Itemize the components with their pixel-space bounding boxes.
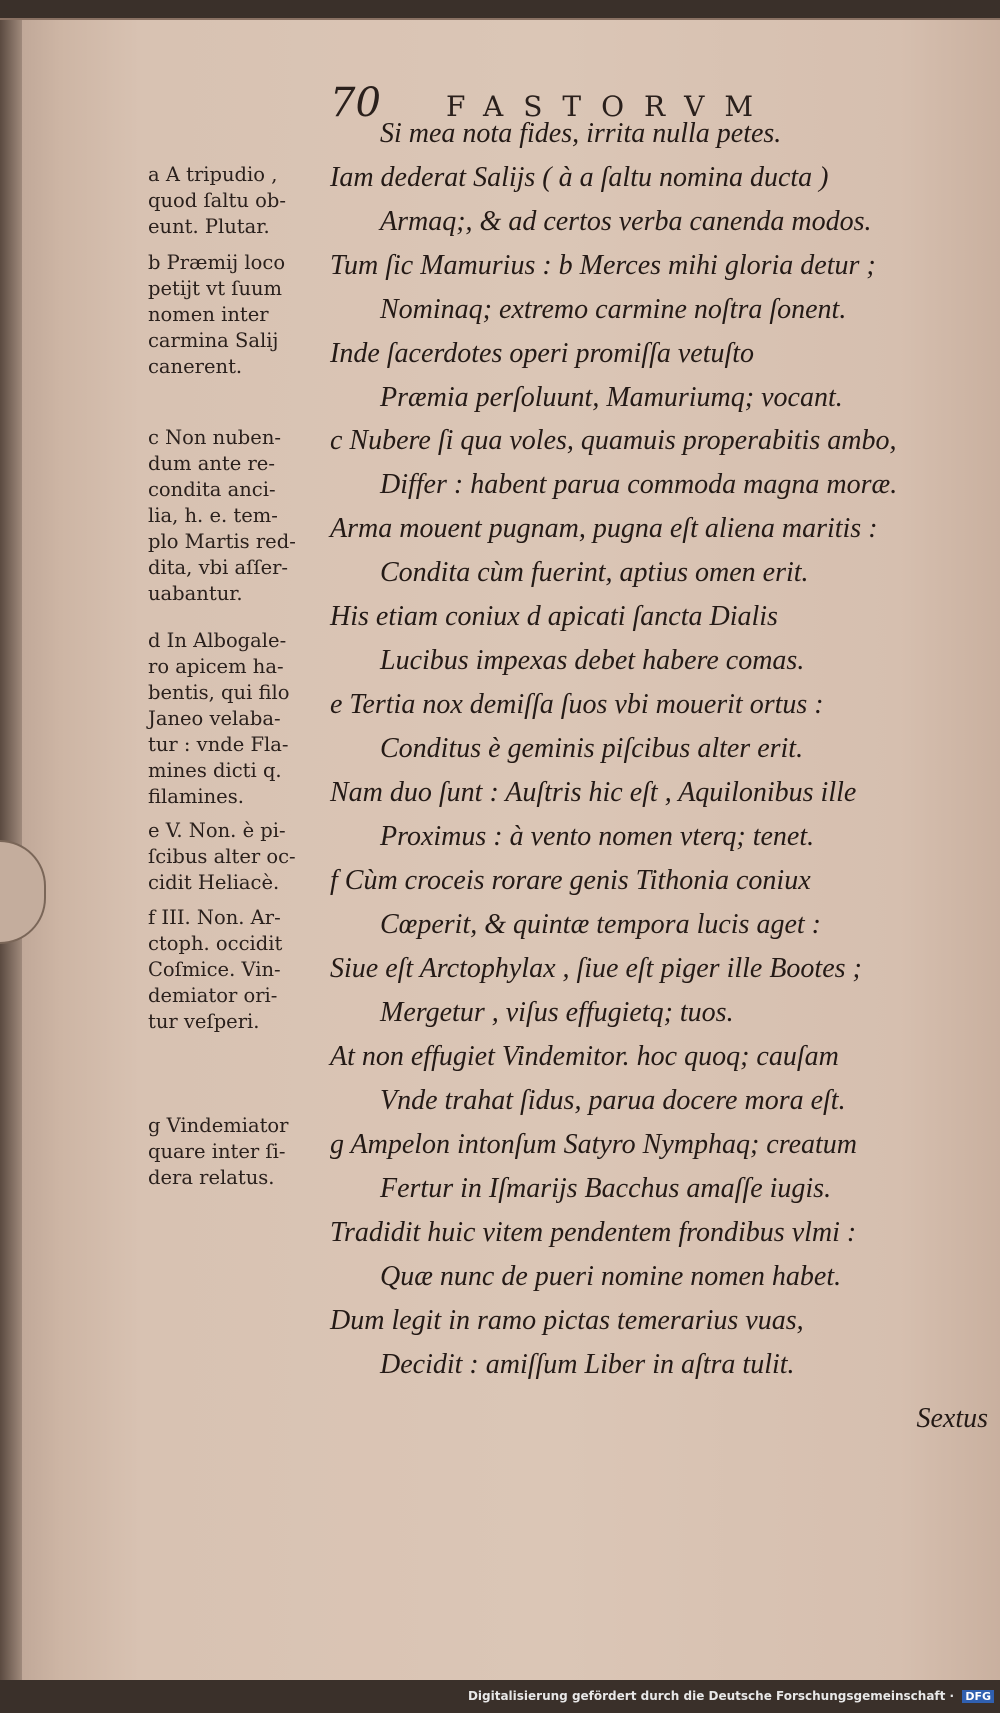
verse-line: Mergetur , viſus effugietq; tuos. <box>380 997 734 1028</box>
verse-line: c Nubere ſi qua voles, quamuis properabitis ambo, <box>330 425 897 456</box>
dfg-logo: DFG <box>962 1690 994 1703</box>
verse-line: Præmia perſoluunt, Mamuriumq; vocant. <box>380 382 843 413</box>
verse-line: At non effugiet Vindemitor. hoc quoq; cauſam <box>330 1041 839 1072</box>
verse-line: Armaq;, & ad certos verba canenda modos. <box>380 206 872 237</box>
verse-line: Dum legit in ramo pictas temerarius vuas, <box>330 1305 804 1336</box>
verse-line: Iam dederat Salijs ( à a ſaltu nomina ducta ) <box>330 162 829 193</box>
verse-line: Lucibus impexas debet habere comas. <box>380 645 805 676</box>
credit-text: Digitalisierung gefördert durch die Deutsche Forschungsgemeinschaft · <box>467 1689 955 1703</box>
book-page <box>0 18 1000 1680</box>
verse-line: f Cùm croceis rorare genis Tithonia coniux <box>330 865 811 896</box>
verse-line: Vnde trahat ſidus, parua docere mora eſt. <box>380 1085 846 1116</box>
verse-line: Arma mouent pugnam, pugna eſt aliena maritis : <box>330 513 878 544</box>
verse-line: Conditus è geminis piſcibus alter erit. <box>380 733 804 764</box>
verse-line: Quæ nunc de pueri nomine nomen habet. <box>380 1261 842 1292</box>
marginal-note: d In Albogale- ro apicem ha- bentis, qui filo Janeo velaba- tur : vnde Fla- mines dicti q. filamines. <box>148 629 290 808</box>
marginal-note: f III. Non. Ar- ctoph. occidit Coſmice. Vin- demiator ori- tur veſperi. <box>148 906 283 1033</box>
verse-line: Nominaq; extremo carmine noſtra ſonent. <box>380 294 847 325</box>
marginal-note: e V. Non. è pi- ſcibus alter oc- cidit Heliacè. <box>148 819 296 894</box>
verse-line: g Ampelon intonſum Satyro Nymphaq; creatum <box>330 1129 858 1160</box>
verse-line: Inde ſacerdotes operi promiſſa vetuſto <box>330 338 755 369</box>
verse-line: Condita cùm fuerint, aptius omen erit. <box>380 557 809 588</box>
marginal-note: a A tripudio , quod ſaltu ob- eunt. Plutar. <box>148 163 286 238</box>
verse-line: Tum ſic Mamurius : b Merces mihi gloria detur ; <box>330 250 876 281</box>
catchword: Sextus <box>916 1403 988 1434</box>
marginal-note: c Non nuben- dum ante re- condita anci- lia, h. e. tem- plo Martis red- dita, vbi aſſer- uabantur. <box>148 426 296 605</box>
marginal-note: b Præmij loco petijt vt ſuum nomen inter carmina Salij canerent. <box>148 251 286 378</box>
verse-line: Nam duo ſunt : Auſtris hic eſt , Aquilonibus ille <box>330 777 857 808</box>
verse-line: Fertur in Iſmarijs Bacchus amaſſe iugis. <box>380 1173 832 1204</box>
marginal-note: g Vindemiator quare inter ſi- dera relatus. <box>148 1114 289 1189</box>
verse-line: Decidit : amiſſum Liber in aſtra tulit. <box>380 1349 795 1380</box>
running-title: FASTORVM <box>446 90 774 123</box>
verse-line: His etiam coniux d apicati ſancta Dialis <box>330 601 778 632</box>
verse-line: Tradidit huic vitem pendentem frondibus vlmi : <box>330 1217 857 1248</box>
verse-line: Proximus : à vento nomen vterq; tenet. <box>380 821 815 852</box>
page-number: 70 <box>330 80 381 126</box>
digitization-credit <box>468 1689 994 1703</box>
verse-line: Differ : habent parua commoda magna moræ. <box>380 469 898 500</box>
verse-line: e Tertia nox demiſſa ſuos vbi mouerit ortus : <box>330 689 824 720</box>
verse-line: Siue eſt Arctophylax , ſiue eſt piger ille Bootes ; <box>330 953 862 984</box>
page-tab-mark <box>0 840 46 944</box>
verse-line: Si mea nota fides, irrita nulla petes. <box>380 118 782 149</box>
verse-line: Cœperit, & quintæ tempora lucis aget : <box>380 909 821 940</box>
